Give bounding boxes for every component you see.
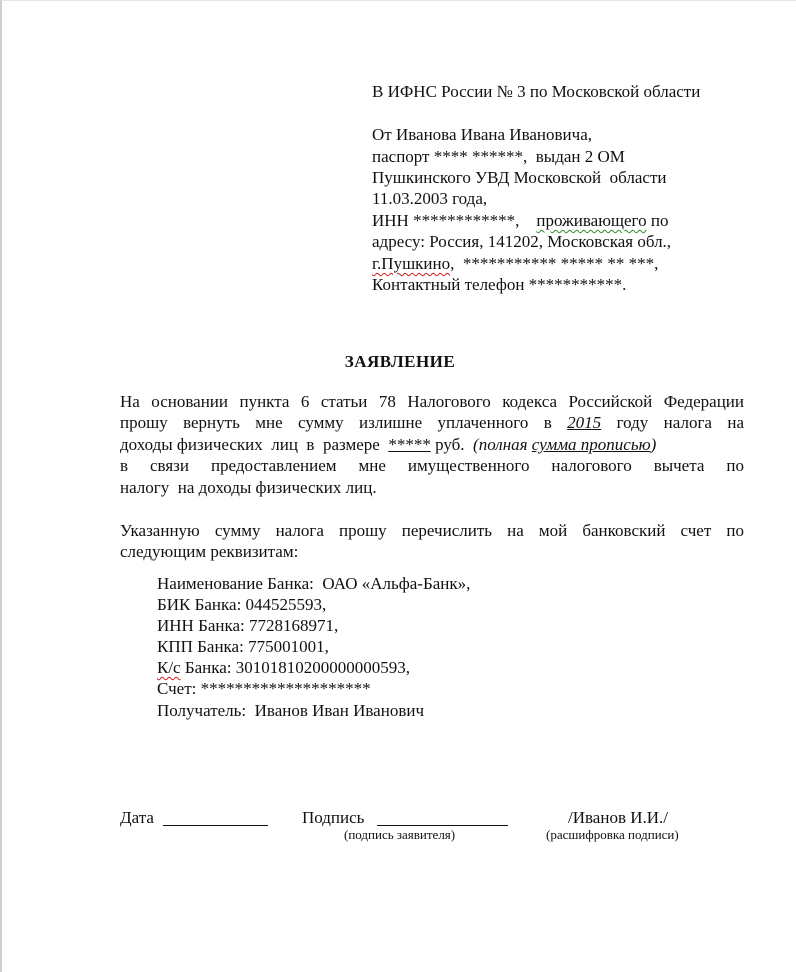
paren-close: ) bbox=[650, 435, 657, 454]
sender-passport bbox=[372, 146, 625, 167]
p1-line5: налогу на доходы физических лиц. bbox=[120, 478, 377, 497]
p1-line2-tail: году налога на bbox=[616, 413, 745, 432]
p2-line1: Указанную сумму налога прошу перечислить на мой банковский счет по bbox=[120, 521, 744, 540]
p1-line1: На основании пункта 6 статьи 78 Налогового кодекса Российской Федерации bbox=[120, 392, 744, 411]
p2-line2: следующим реквизитам: bbox=[120, 542, 299, 561]
sender-address: адресу: Россия, 141202, Московская обл., bbox=[372, 232, 672, 251]
sign-blank-line bbox=[377, 825, 508, 826]
sign-caption: (подпись заявителя) bbox=[344, 827, 456, 842]
date-blank-line bbox=[163, 825, 268, 826]
sender-inn bbox=[372, 210, 668, 231]
p1-line2 bbox=[120, 412, 744, 433]
signer-name: /Иванов И.И./ bbox=[568, 808, 668, 827]
sign-label: Подпись bbox=[302, 808, 365, 827]
p1-line3-text: доходы физических лиц в размере bbox=[120, 435, 380, 454]
residing-word: проживающего bbox=[536, 211, 647, 230]
date-label: Дата bbox=[120, 808, 154, 827]
sender-from: От Иванова Ивана Ивановича, bbox=[372, 125, 592, 144]
city-name: г.Пушкино bbox=[372, 254, 451, 273]
document-title: ЗАЯВЛЕНИЕ bbox=[344, 352, 456, 371]
ks-rest: Банка: 30101810200000000593, bbox=[180, 658, 411, 677]
passport-issued: выдан 2 ОМ bbox=[535, 147, 625, 166]
bank-account: Счет: ******************** bbox=[157, 679, 371, 698]
sender-issue-date: 11.03.2003 года, bbox=[372, 189, 488, 208]
paren-mid: сумма прописью bbox=[531, 435, 651, 454]
currency-label: руб. bbox=[435, 435, 465, 454]
bank-name: Наименование Банка: ОАО «Альфа-Банк», bbox=[157, 574, 471, 593]
passport-label: паспорт **** ******, bbox=[372, 147, 528, 166]
bank-recipient: Получатель: Иванов Иван Иванович bbox=[157, 701, 424, 720]
sender-city bbox=[372, 253, 658, 274]
p1-line2-text: прошу вернуть мне сумму излишне уплаченного в bbox=[120, 413, 552, 432]
amount-value: ***** bbox=[388, 435, 431, 454]
bank-ks bbox=[157, 657, 410, 678]
sender-phone: Контактный телефон ***********. bbox=[372, 275, 627, 294]
p1-line4: в связи предоставлением мне имущественного налогового вычета по bbox=[120, 456, 744, 475]
name-caption: (расшифровка подписи) bbox=[546, 827, 679, 842]
residing-po: по bbox=[650, 211, 669, 230]
paren-open: (полная bbox=[473, 435, 528, 454]
address-rest: , *********** ***** ** ***, bbox=[450, 254, 659, 273]
ks-label: К/с bbox=[157, 658, 181, 677]
bank-bik: БИК Банка: 044525593, bbox=[157, 595, 327, 614]
bank-kpp: КПП Банка: 775001001, bbox=[157, 637, 329, 656]
bank-inn: ИНН Банка: 7728168971, bbox=[157, 616, 339, 635]
sender-issued-by: Пушкинского УВД Московской области bbox=[372, 168, 667, 187]
recipient-line: В ИФНС России № 3 по Московской области bbox=[372, 82, 701, 101]
p1-line3 bbox=[120, 434, 656, 455]
inn-label: ИНН ************, bbox=[372, 211, 520, 230]
year-value: 2015 bbox=[567, 413, 602, 432]
amount-words-hint bbox=[473, 435, 656, 454]
